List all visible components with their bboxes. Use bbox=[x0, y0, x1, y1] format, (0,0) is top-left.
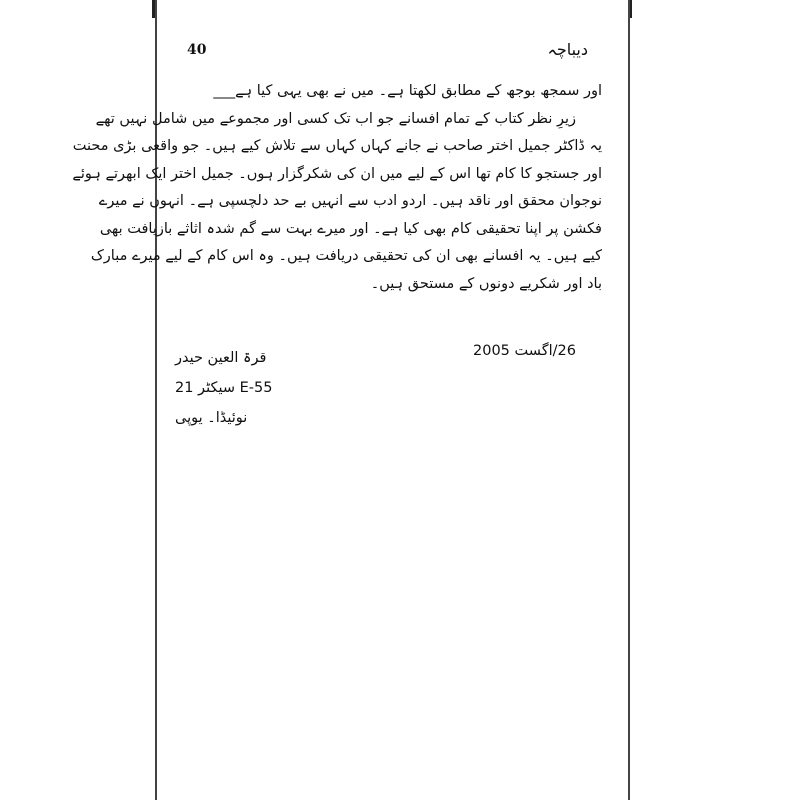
book-page bbox=[72, 0, 630, 800]
body-text bbox=[72, 78, 602, 298]
page-header bbox=[157, 42, 628, 66]
text-line: اور سمجھ بوجھ کے مطابق لکھتا ہے۔ میں نے بھی یہی کیا ہے___ bbox=[213, 83, 602, 99]
closing-date: 26/اگست 2005 bbox=[473, 343, 576, 359]
page-number: 40 bbox=[187, 42, 207, 58]
address-line: E-55 سیکٹر 21 bbox=[175, 380, 273, 396]
text-line: باد اور شکریے دونوں کے مستحق ہیں۔ bbox=[370, 275, 602, 292]
signature-name: قرۃ العین حیدر bbox=[175, 350, 267, 366]
running-head: دیباچہ bbox=[547, 40, 588, 59]
text-line: زیرِ نظر کتاب کے تمام افسانے جو اب تک کسی اور مجموعے میں شامل نہیں تھے bbox=[95, 110, 576, 127]
text-line: نوجوان محقق اور ناقد ہیں۔ اردو ادب سے انہیں بے حد دلچسپی ہے۔ انہوں نے میرے bbox=[98, 193, 602, 209]
address-line: نوئیڈا۔ یوپی bbox=[175, 410, 248, 426]
signature-block bbox=[175, 343, 375, 433]
text-line: فکشن پر اپنا تحقیقی کام بھی کیا ہے۔ اور میرے بہت سے گم شدہ اثاثے بازیافت بھی bbox=[99, 220, 602, 237]
text-line: کیے ہیں۔ یہ افسانے بھی ان کی تحقیقی دریافت ہیں۔ وہ اس کام کے لیے میرے مبارک bbox=[90, 248, 602, 264]
text-line: اور جستجو کا کام تھا اس کے لیے میں ان کی شکرگزار ہوں۔ جمیل اختر ایک ابھرتے ہوئے bbox=[72, 165, 602, 182]
text-line: یہ ڈاکٹر جمیل اختر صاحب نے جانے کہاں کہاں سے تلاش کیے ہیں۔ جو واقعی بڑی محنت bbox=[72, 138, 602, 154]
